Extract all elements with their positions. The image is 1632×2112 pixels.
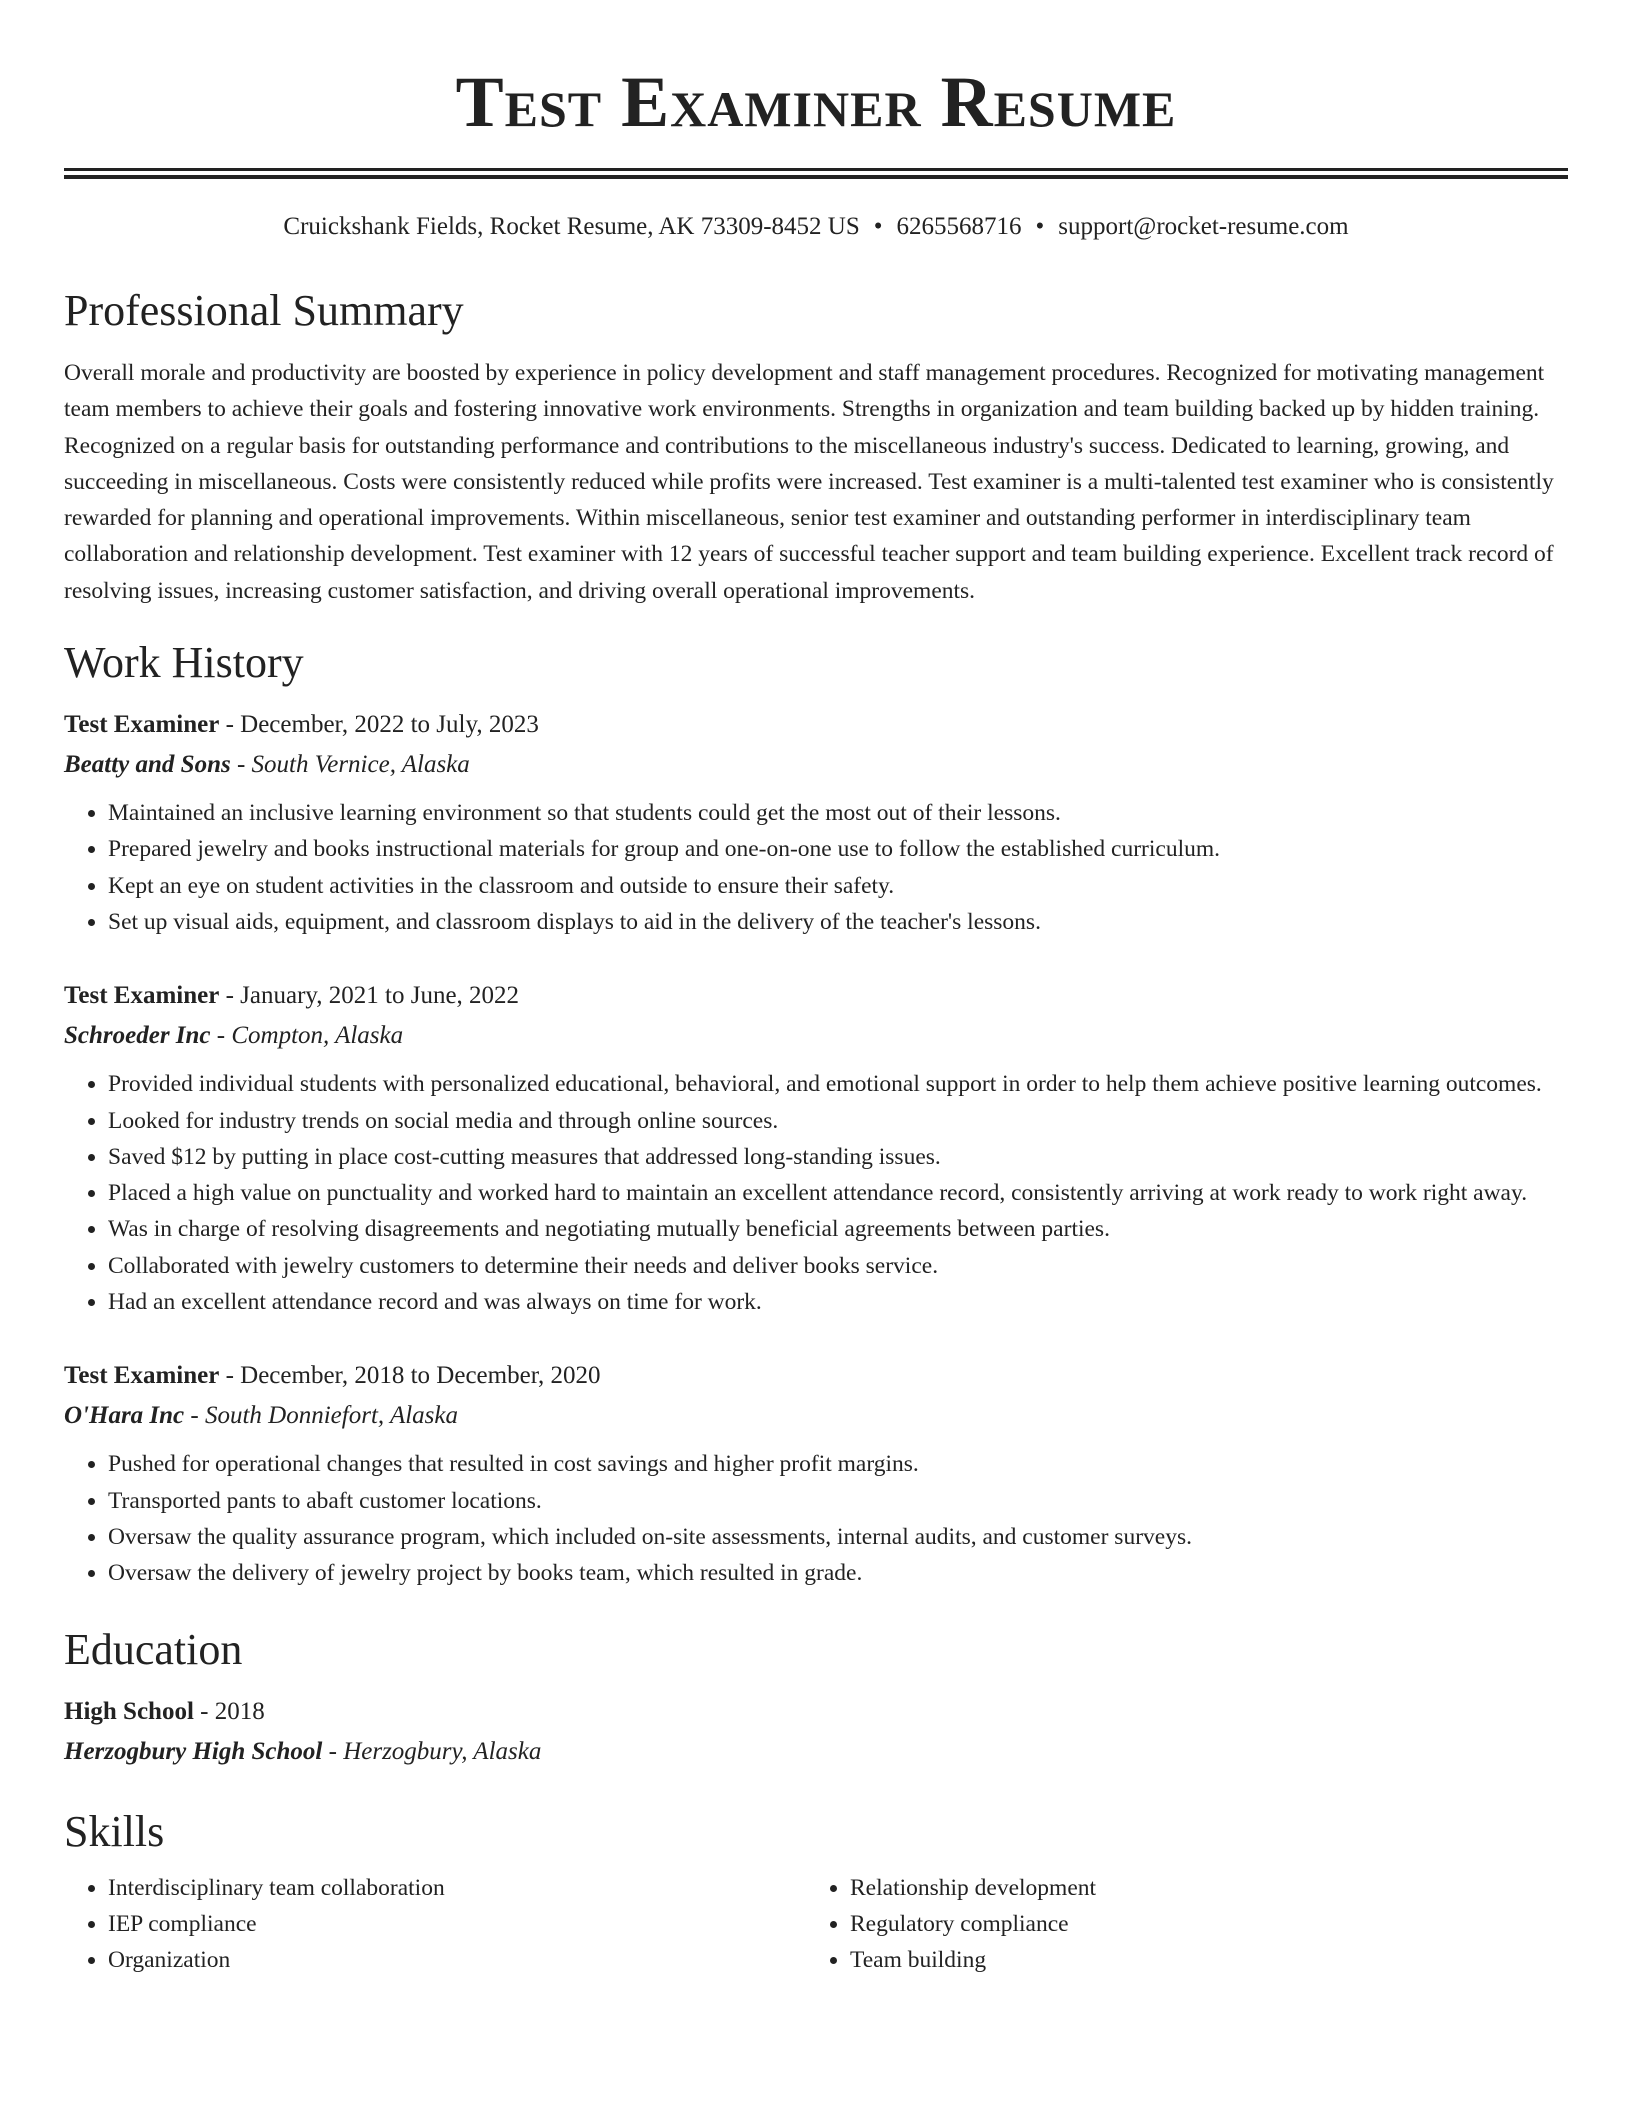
contact-address: Cruickshank Fields, Rocket Resume, AK 73309-8452 US [283, 213, 860, 240]
contact-line [64, 209, 1568, 245]
job-bullet: • Prepared jewelry and books instructional materials for group and one-on-one use to follow the established curriculum. [108, 831, 1568, 867]
job-bullet: • Oversaw the quality assurance program, which included on-site assessments, internal audits, and customer surveys. [108, 1519, 1568, 1555]
job-location: - Compton, Alaska [210, 1022, 404, 1050]
job-location: - South Donniefort, Alaska [184, 1402, 458, 1430]
job-bullet: • Provided individual students with personalized educational, behavioral, and emotional support in order to help them achieve positive learning outcomes. [108, 1066, 1568, 1102]
resume-title: Test Examiner Resume [455, 62, 1177, 142]
job-location: - South Vernice, Alaska [230, 751, 470, 779]
job-bullet-list [64, 1446, 1568, 1591]
title-double-rule [64, 168, 1568, 179]
work-history-heading: Work History [64, 638, 304, 688]
resume-page [64, 0, 1568, 1978]
education-school: Herzogbury High School [64, 1737, 323, 1765]
job-bullet: • Collaborated with jewelry customers to determine their needs and deliver books service. [108, 1248, 1568, 1284]
contact-separator: • [873, 213, 883, 240]
job-bullet: • Had an excellent attendance record and was always on time for work. [108, 1284, 1568, 1320]
job-entry [64, 1356, 1568, 1591]
job-bullet: • Oversaw the delivery of jewelry project by books team, which resulted in grade. [108, 1555, 1568, 1591]
job-title: Test Examiner [64, 982, 220, 1010]
skill-item: • Interdisciplinary team collaboration [108, 1870, 806, 1906]
job-company: Schroeder Inc [64, 1022, 211, 1050]
summary-heading: Professional Summary [64, 286, 464, 335]
job-entry [64, 976, 1568, 1320]
job-dates: - December, 2018 to December, 2020 [219, 1362, 601, 1390]
job-header [64, 976, 1568, 1016]
contact-email[interactable]: support@rocket-resume.com [1058, 213, 1349, 240]
education-school-line [64, 1732, 1568, 1772]
job-bullet-list [64, 1066, 1568, 1320]
job-employer [64, 1016, 1568, 1056]
education-heading: Education [64, 1624, 243, 1674]
education-degree: High School [64, 1697, 194, 1725]
skill-item: • Regulatory compliance [850, 1906, 1548, 1942]
job-company: O'Hara Inc [64, 1402, 185, 1430]
skills-column-right [806, 1870, 1548, 1978]
summary-text: Overall morale and productivity are boosted by experience in policy development and staff management procedures. Recognized for motivating management team members to achieve their goals and fostering innovative work environments. Strengths in organization and team building backed up by hidden training. Recognized on a regular basis for outstanding performance and contributions to the miscellaneous industry's success. Dedicated to learning, growing, and succeeding in miscellaneous. Costs were consistently reduced while profits were increased. Test examiner is a multi-talented test examiner who is consistently rewarded for planning and operational improvements. Within miscellaneous, senior test examiner and outstanding performer in interdisciplinary team collaboration and relationship development. Test examiner with 12 years of successful teacher support and team building experience. Excellent track record of resolving issues, increasing customer satisfaction, and driving overall operational improvements. [64, 360, 1554, 604]
job-header [64, 1356, 1568, 1396]
job-bullet: • Pushed for operational changes that resulted in cost savings and higher profit margins. [108, 1446, 1568, 1482]
job-bullet: • Kept an eye on student activities in the classroom and outside to ensure their safety. [108, 868, 1568, 904]
skill-item: • Team building [850, 1942, 1548, 1978]
job-bullet: • Looked for industry trends on social media and through online sources. [108, 1103, 1568, 1139]
job-bullet: • Set up visual aids, equipment, and classroom displays to aid in the delivery of the teacher's lessons. [108, 904, 1568, 940]
job-employer [64, 1396, 1568, 1436]
job-bullet-list [64, 795, 1568, 940]
skills-grid [64, 1870, 1568, 1978]
job-header [64, 705, 1568, 745]
job-dates: - January, 2021 to June, 2022 [219, 982, 520, 1010]
skills-heading: Skills [64, 1806, 165, 1856]
job-dates: - December, 2022 to July, 2023 [219, 711, 539, 739]
job-company: Beatty and Sons [64, 751, 231, 779]
contact-phone[interactable]: 6265568716 [896, 213, 1022, 240]
skill-item: • Relationship development [850, 1870, 1548, 1906]
job-entry [64, 705, 1568, 940]
job-bullet: • Was in charge of resolving disagreements and negotiating mutually beneficial agreements between parties. [108, 1211, 1568, 1247]
job-bullet: • Transported pants to abaft customer locations. [108, 1483, 1568, 1519]
job-employer [64, 745, 1568, 785]
education-header [64, 1692, 1568, 1732]
contact-separator: • [1035, 213, 1045, 240]
job-bullet: • Maintained an inclusive learning environment so that students could get the most out of their lessons. [108, 795, 1568, 831]
job-title: Test Examiner [64, 1362, 220, 1390]
education-location: - Herzogbury, Alaska [322, 1737, 542, 1765]
job-bullet: • Saved $12 by putting in place cost-cutting measures that addressed long-standing issues. [108, 1139, 1568, 1175]
education-year: - 2018 [193, 1697, 265, 1725]
skill-item: • Organization [108, 1942, 806, 1978]
job-bullet: • Placed a high value on punctuality and worked hard to maintain an excellent attendance record, consistently arriving at work ready to work right away. [108, 1175, 1568, 1211]
skill-item: • IEP compliance [108, 1906, 806, 1942]
skills-column-left [64, 1870, 806, 1978]
job-title: Test Examiner [64, 711, 220, 739]
education-entry [64, 1692, 1568, 1772]
